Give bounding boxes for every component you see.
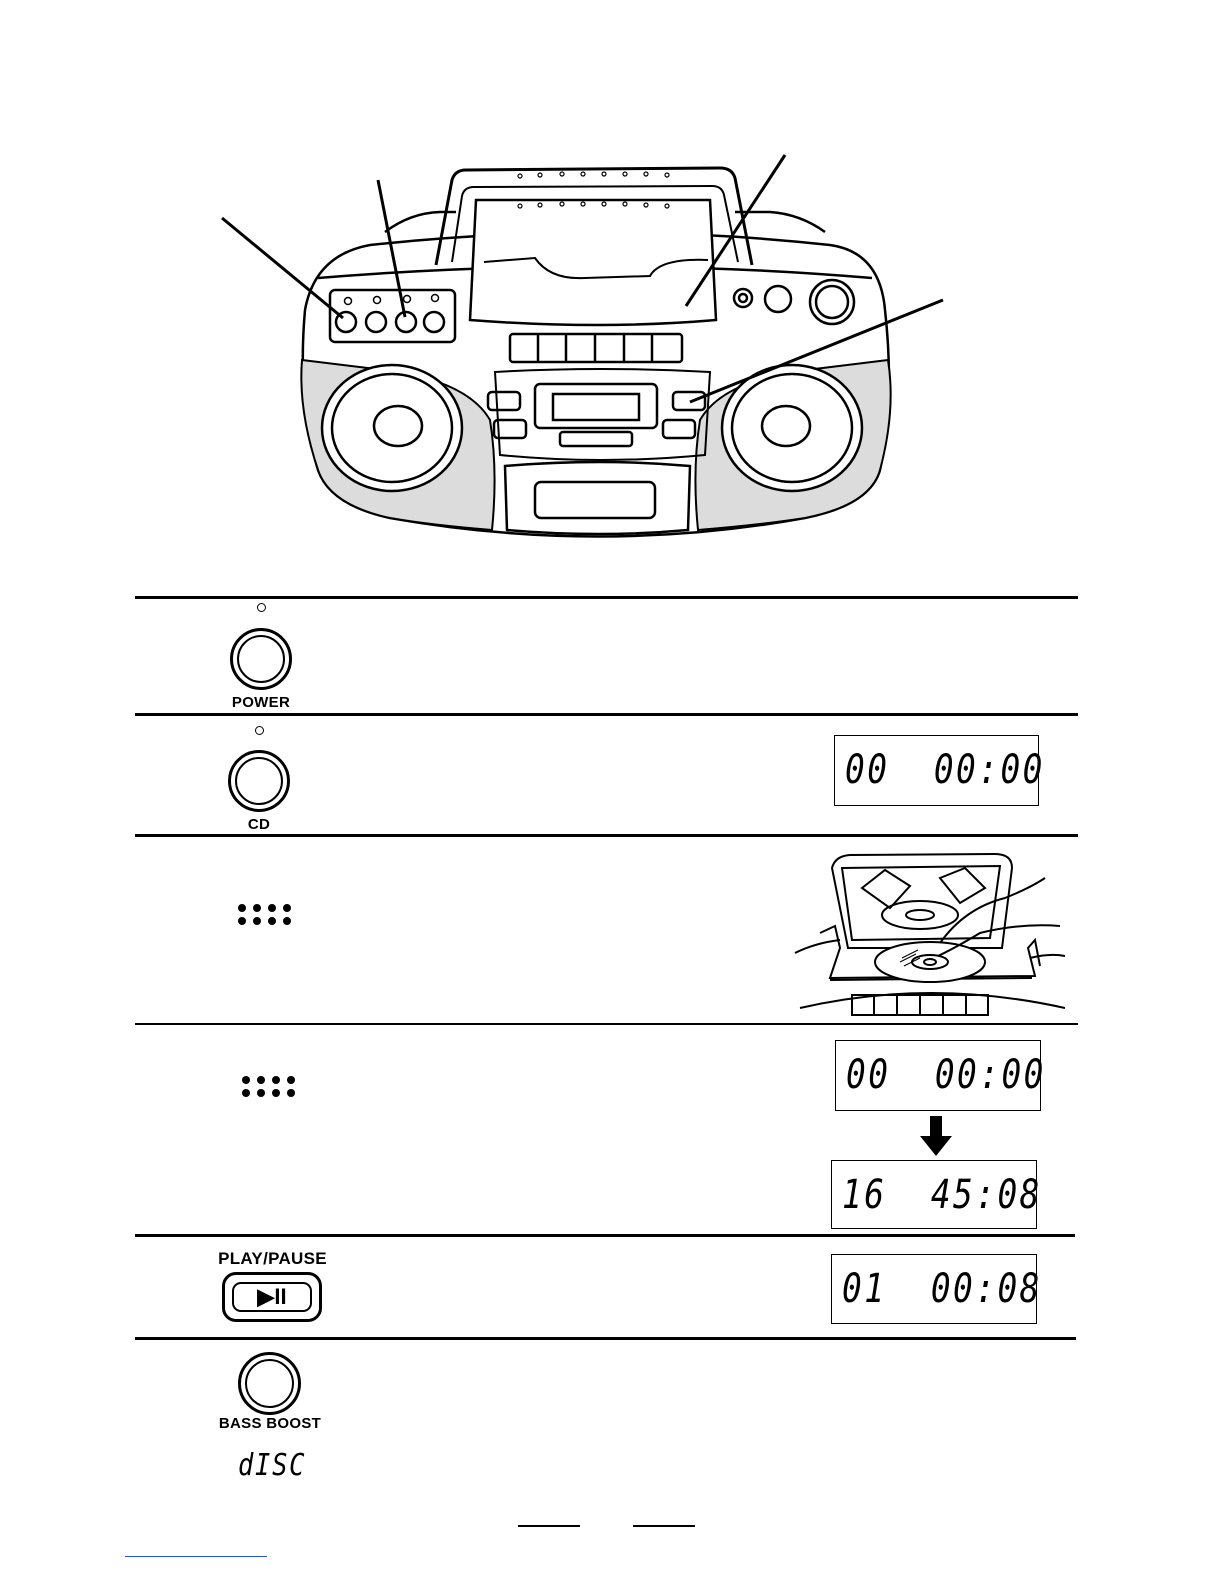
lcd-display: [834, 735, 1045, 806]
power-indicator-led: [257, 603, 266, 612]
cd-button[interactable]: [228, 750, 290, 812]
bass-boost-label: BASS BOOST: [218, 1415, 322, 1432]
play-pause-label: PLAY/PAUSE: [218, 1249, 327, 1268]
divider: [135, 1337, 1076, 1340]
cd-loading-illustration: [790, 848, 1065, 1023]
lcd-readout: 00 00:00: [846, 1052, 1046, 1098]
bass-boost-button[interactable]: [238, 1352, 301, 1415]
footer-link-underline: [125, 1556, 267, 1557]
lid-close-dots-icon: [242, 1076, 298, 1100]
cd-button-label: CD: [247, 816, 271, 833]
lcd-display: [835, 1040, 1046, 1111]
lcd-readout: 00 00:00: [845, 747, 1045, 793]
play-pause-icon: ▶II: [232, 1282, 312, 1312]
lcd-readout: 01 00:08: [842, 1266, 1042, 1312]
divider: [135, 596, 1078, 599]
lcd-display: [831, 1254, 1042, 1324]
boombox-illustration: [0, 0, 1224, 570]
cd-indicator-led: [255, 726, 264, 735]
divider: [135, 713, 1078, 716]
divider: [135, 1234, 1075, 1237]
divider: [135, 834, 1078, 837]
footer-rule: [633, 1525, 695, 1527]
play-pause-button[interactable]: [222, 1272, 322, 1322]
lcd-readout: 16 45:08: [842, 1172, 1042, 1218]
arrow-down-icon: [920, 1116, 952, 1158]
disc-display-text: dISC: [238, 1448, 307, 1483]
power-button[interactable]: [230, 628, 292, 690]
lcd-display: [831, 1160, 1042, 1229]
divider: [135, 1023, 1078, 1025]
power-button-label: POWER: [231, 694, 291, 711]
lid-open-dots-icon: [238, 904, 294, 928]
footer-rule: [518, 1525, 580, 1527]
